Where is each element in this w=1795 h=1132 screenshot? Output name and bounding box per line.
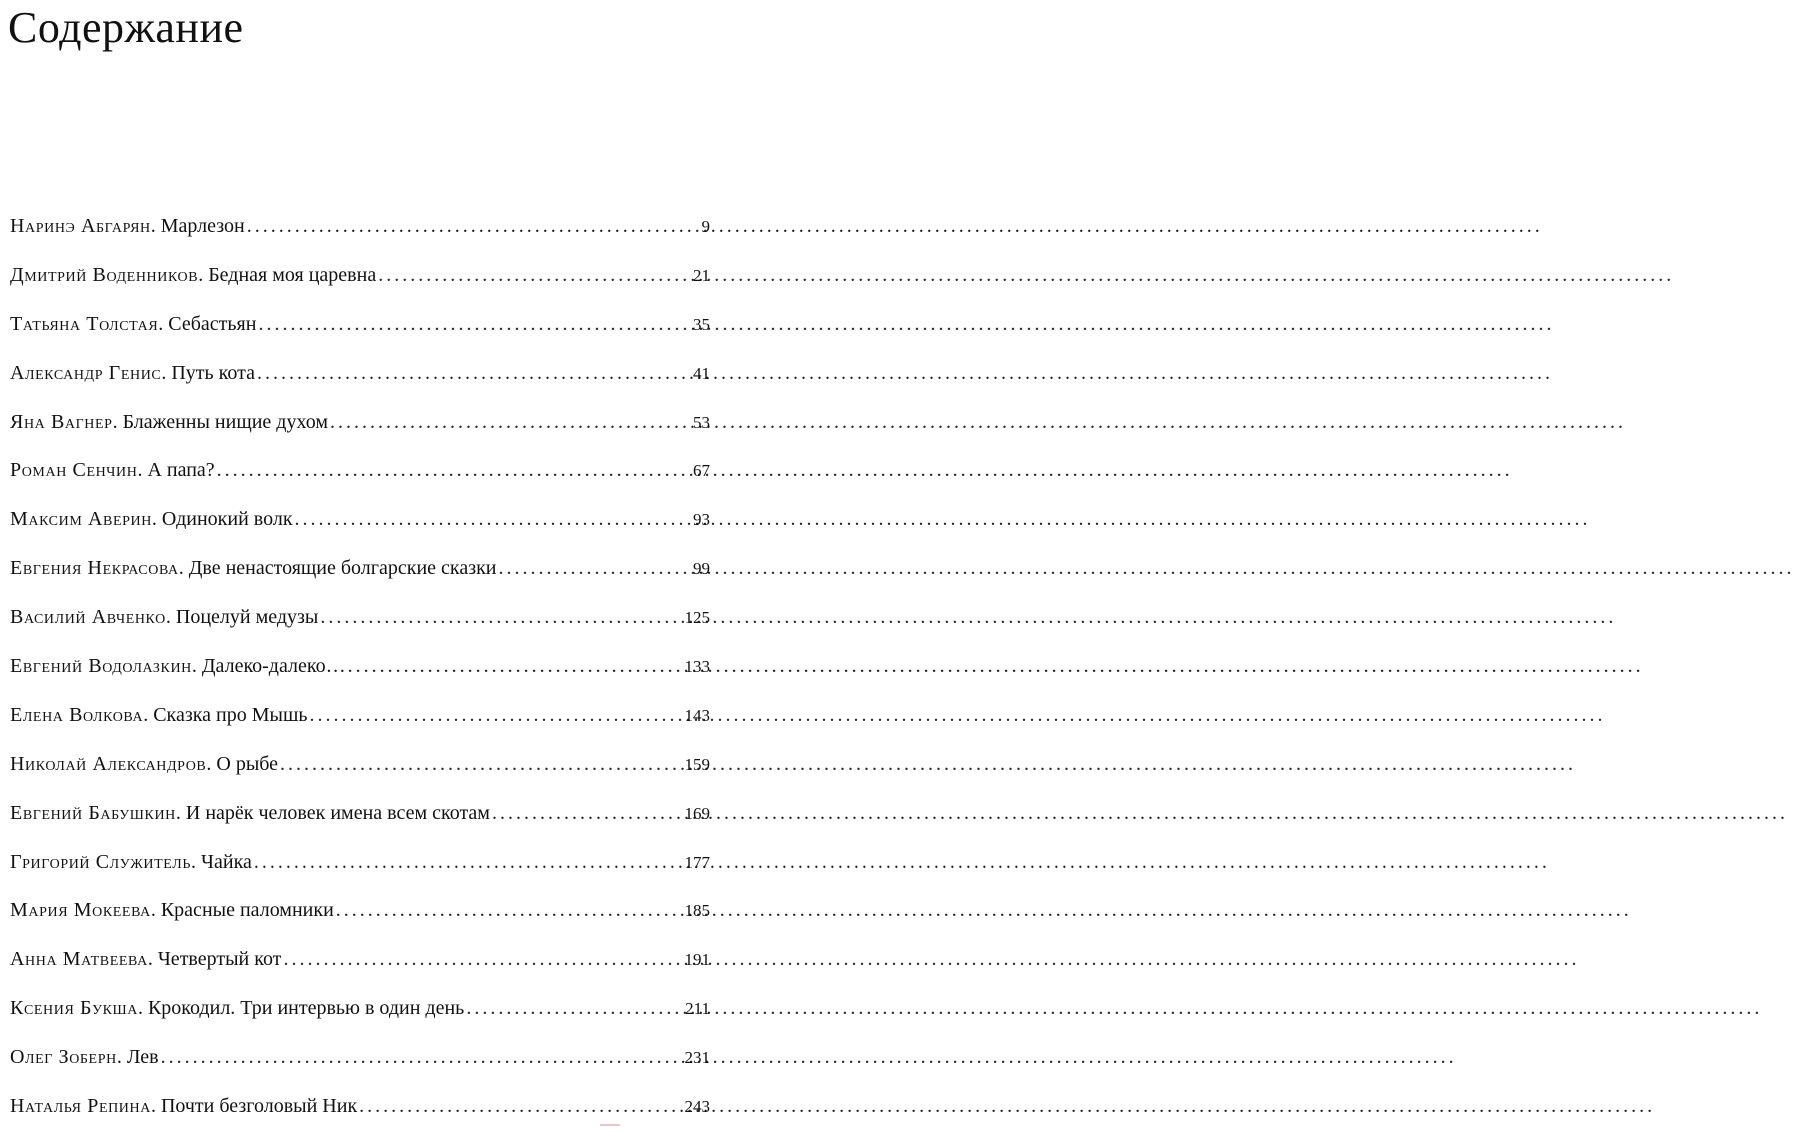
toc-page-number: 143 — [684, 705, 710, 725]
toc-work-title: Путь кота — [171, 361, 255, 384]
toc-author: Ксения Букша — [10, 997, 138, 1020]
toc-dot-leader — [330, 398, 628, 447]
toc-work-title: Четвертый кот — [157, 948, 282, 971]
toc-author: Яна Вагнер — [10, 410, 113, 433]
page-corner-mark — [600, 1124, 620, 1126]
toc-author: Олег Зоберн — [10, 1046, 117, 1069]
toc-dot-leader — [359, 1082, 628, 1131]
toc-author: Елена Волкова — [10, 703, 144, 726]
toc-entry[interactable] — [10, 495, 710, 544]
toc-dot-leader — [161, 1033, 628, 1082]
toc-work-title: Лев — [126, 1046, 159, 1069]
toc-entry-text: Григорий Служитель. Чайка — [10, 850, 252, 873]
toc-entry-text: Евгений Бабушкин. И нарёк человек имена всем скотам — [10, 801, 490, 824]
toc-entry[interactable] — [10, 691, 710, 740]
toc-entry-text: Александр Генис. Путь кота — [10, 361, 255, 384]
toc-work-title: Красные паломники — [160, 899, 334, 922]
toc-work-title: Почти безголовый Ник — [160, 1095, 358, 1118]
toc-entry[interactable] — [10, 935, 710, 984]
toc-entry[interactable] — [10, 984, 710, 1033]
page-title: Содержание — [8, 3, 244, 52]
toc-page-number: 125 — [684, 608, 710, 628]
toc-author: Татьяна Толстая — [10, 312, 159, 335]
toc-dot-leader — [257, 349, 628, 398]
toc-entry[interactable] — [10, 300, 710, 349]
toc-work-title: А папа? — [147, 459, 215, 482]
toc-entry-text: Наринэ Абгарян. Марлезон — [10, 215, 245, 237]
toc-entry[interactable] — [10, 593, 710, 642]
toc-dot-leader — [258, 300, 628, 349]
toc-page-number: 177 — [684, 852, 710, 872]
toc-entry[interactable] — [10, 1033, 710, 1082]
toc-entry-text: Евгений Водолазкин. Далеко-далеко… — [10, 655, 346, 678]
toc-dot-leader — [247, 202, 628, 251]
toc-work-title: И нарёк человек имена всем скотам — [185, 801, 490, 824]
toc-entry[interactable] — [10, 349, 710, 398]
toc-entry[interactable] — [10, 838, 710, 887]
toc-work-title: Чайка — [200, 850, 252, 873]
toc-entry-text: Наталья Репина. Почти безголовый Ник — [10, 1095, 358, 1118]
toc-entry-text: Яна Вагнер. Блаженны нищие духом — [10, 410, 328, 433]
toc-work-title: Сказка про Мышь — [153, 703, 308, 726]
toc-dot-leader — [254, 838, 628, 887]
toc-entry[interactable] — [10, 398, 710, 447]
toc-page-number: 211 — [685, 999, 710, 1019]
toc-author: Евгений Бабушкин — [10, 801, 176, 824]
toc-page-number: 9 — [701, 217, 710, 236]
toc-entry-text: Анна Матвеева. Четвертый кот — [10, 948, 282, 971]
toc-author: Евгения Некрасова — [10, 557, 179, 580]
toc-entry-text: Николай Александров. О рыбе — [10, 752, 279, 775]
toc-entry-text: Роман Сенчин. А папа? — [10, 459, 215, 482]
toc-entry[interactable] — [10, 789, 710, 838]
toc-page-number: 99 — [693, 559, 710, 579]
table-of-contents — [10, 202, 710, 1131]
toc-work-title: Себастьян — [168, 312, 257, 335]
toc-dot-leader — [283, 935, 628, 984]
toc-page-number: 67 — [693, 461, 710, 481]
toc-page-number: 243 — [684, 1097, 710, 1117]
toc-page-number: 159 — [684, 754, 710, 774]
toc-entry-text: Ксения Букша. Крокодил. Три интервью в один день — [10, 997, 465, 1020]
toc-page-number: 185 — [684, 901, 710, 921]
toc-entry-text: Василий Авченко. Поцелуй медузы — [10, 606, 319, 629]
toc-entry-text: Максим Аверин. Одинокий волк — [10, 508, 293, 531]
toc-author: Наталья Репина — [10, 1095, 151, 1118]
toc-work-title: Бедная моя царевна — [208, 263, 377, 286]
toc-entry[interactable] — [10, 202, 710, 251]
toc-work-title: Одинокий волк — [161, 508, 293, 531]
toc-author: Дмитрий Воденников — [10, 263, 199, 286]
toc-author: Николай Александров — [10, 752, 207, 775]
toc-dot-leader — [217, 446, 628, 495]
toc-page-number: 169 — [684, 803, 710, 823]
toc-author: Евгений Водолазкин — [10, 655, 192, 678]
toc-dot-leader — [336, 886, 628, 935]
toc-entry-text: Мария Мокеева. Красные паломники — [10, 899, 334, 922]
toc-entry[interactable] — [10, 886, 710, 935]
toc-entry-text: Елена Волкова. Сказка про Мышь — [10, 703, 308, 726]
toc-dot-leader — [309, 691, 628, 740]
toc-work-title: Блаженны нищие духом — [122, 410, 328, 433]
toc-work-title: Две ненастоящие болгарские сказки — [188, 557, 497, 580]
toc-author: Мария Мокеева — [10, 899, 151, 922]
toc-dot-leader — [320, 593, 628, 642]
toc-page-number: 21 — [693, 265, 710, 285]
toc-entry-text: Дмитрий Воденников. Бедная моя царевна — [10, 263, 377, 286]
toc-entry[interactable] — [10, 642, 710, 691]
toc-entry-text: Олег Зоберн. Лев — [10, 1046, 159, 1069]
toc-dot-leader — [295, 495, 628, 544]
toc-work-title: Далеко-далеко… — [201, 655, 346, 678]
toc-dot-leader — [348, 642, 628, 691]
toc-author: Максим Аверин — [10, 508, 152, 531]
toc-author: Наринэ Абгарян — [10, 215, 151, 237]
toc-dot-leader — [378, 251, 628, 300]
toc-page-number: 231 — [684, 1048, 710, 1068]
toc-author: Анна Матвеева — [10, 948, 148, 971]
toc-dot-leader — [280, 740, 628, 789]
toc-author: Григорий Служитель — [10, 850, 191, 873]
toc-page-number: 93 — [693, 510, 710, 530]
toc-entry[interactable] — [10, 544, 710, 593]
toc-page-number: 191 — [684, 950, 710, 970]
toc-entry-text: Евгения Некрасова. Две ненастоящие болгарские сказки — [10, 557, 497, 580]
toc-page-number: 41 — [693, 363, 710, 383]
toc-page-number: 35 — [693, 314, 710, 334]
toc-work-title: Крокодил. Три интервью в один день — [147, 997, 465, 1020]
toc-work-title: Марлезон — [160, 215, 245, 237]
toc-dot-leader — [466, 984, 628, 1033]
toc-page-number: 53 — [693, 412, 710, 432]
toc-entry[interactable] — [10, 251, 710, 300]
toc-page-number: 133 — [684, 657, 710, 677]
toc-entry-text: Татьяна Толстая. Себастьян — [10, 312, 257, 335]
toc-author: Александр Генис — [10, 361, 162, 384]
toc-dot-leader — [492, 789, 628, 838]
toc-author: Василий Авченко — [10, 606, 166, 629]
toc-dot-leader — [499, 544, 628, 593]
toc-work-title: Поцелуй медузы — [175, 606, 319, 629]
toc-entry[interactable] — [10, 446, 710, 495]
toc-work-title: О рыбе — [216, 752, 279, 775]
toc-entry[interactable] — [10, 740, 710, 789]
toc-author: Роман Сенчин — [10, 459, 138, 482]
